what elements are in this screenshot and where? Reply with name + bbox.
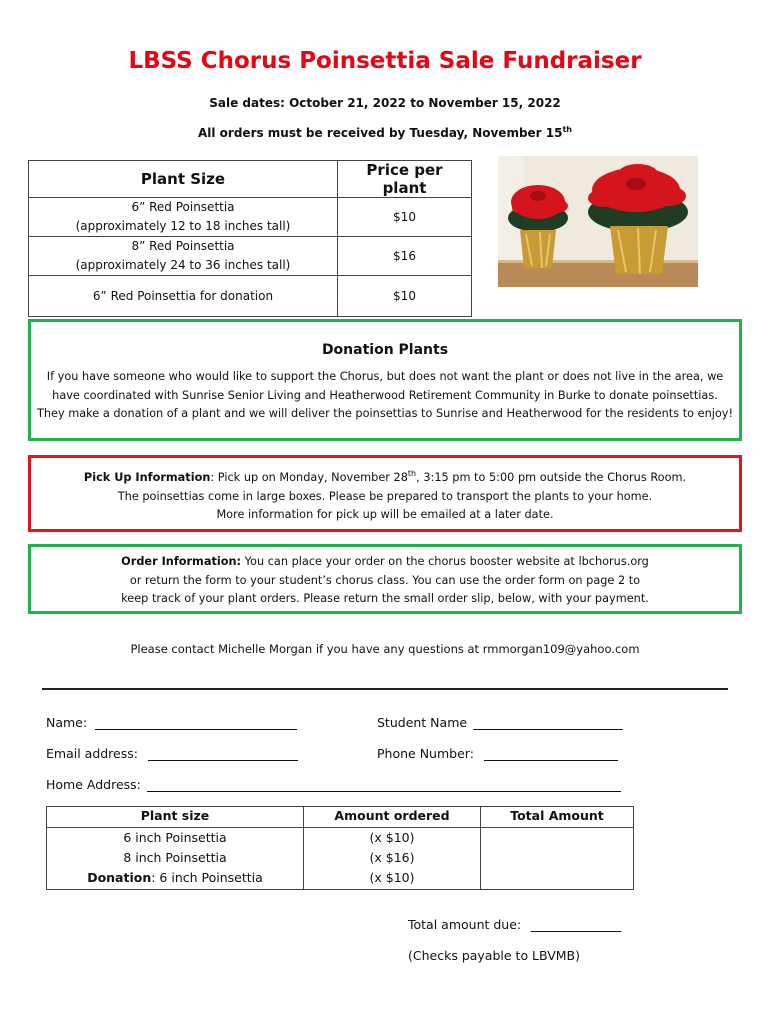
plant-size-cell	[29, 237, 338, 276]
plant-size-note: (approximately 24 to 36 inches tall)	[75, 258, 291, 272]
pickup-sup: th	[407, 469, 417, 479]
poinsettia-photo	[498, 156, 698, 287]
name-field	[46, 715, 297, 730]
order-table	[46, 806, 634, 890]
pickup-line: More information for pick up will be emailed at a later date.	[216, 508, 554, 521]
address-field	[46, 777, 621, 792]
price-cell: $16	[338, 237, 472, 276]
total-due-input-line[interactable]	[531, 917, 621, 932]
order-info-box	[28, 544, 742, 614]
order-table-header	[47, 807, 634, 828]
size-item: 8 inch Poinsettia	[123, 850, 227, 865]
donation-label: Donation	[87, 870, 152, 885]
phone-field	[377, 746, 618, 761]
email-label: Email address:	[46, 746, 138, 761]
price-table-header	[29, 161, 472, 198]
email-input-line[interactable]	[148, 746, 298, 761]
order-info-label: Order Information:	[121, 555, 242, 568]
pickup-box	[28, 455, 742, 532]
total-amount-col: Total Amount	[481, 807, 634, 828]
cut-line-divider	[42, 688, 728, 690]
order-table-row	[47, 828, 634, 890]
deadline-sup: th	[562, 125, 572, 134]
amount-ordered-col: Amount ordered	[304, 807, 481, 828]
donation-text: If you have someone who would like to support the Chorus, but does not want the plant or does not live in the area, we	[46, 370, 724, 383]
donation-size: : 6 inch Poinsettia	[151, 870, 263, 885]
sale-dates: Sale dates: October 21, 2022 to November 15, 2022	[209, 96, 561, 110]
size-item: 6 inch Poinsettia	[123, 830, 227, 845]
address-label: Home Address:	[46, 777, 141, 792]
donation-box	[28, 319, 742, 441]
order-info-text: You can place your order on the chorus booster website at lbchorus.org	[241, 555, 649, 568]
total-due-label: Total amount due:	[408, 917, 522, 932]
donation-text: have coordinated with Sunrise Senior Living and Heatherwood Retirement Community in Burke to donate poinsettias.	[52, 388, 718, 402]
address-input-line[interactable]	[147, 777, 621, 792]
amount-item: (x $16)	[369, 850, 415, 865]
checks-payable-note: (Checks payable to LBVMB)	[408, 948, 581, 963]
price-cell: $10	[338, 198, 472, 237]
phone-input-line[interactable]	[484, 746, 618, 761]
amount-list[interactable]	[304, 828, 481, 890]
donation-text: They make a donation of a plant and we will deliver the poinsettias to Sunrise and Heatherwood for the residents to enjoy!	[36, 407, 734, 420]
student-name-input-line[interactable]	[473, 715, 623, 730]
pickup-text: , 3:15 pm to 5:00 pm outside the Chorus Room.	[416, 471, 687, 484]
price-header: Price per plant	[338, 161, 472, 198]
page-title: LBSS Chorus Poinsettia Sale Fundraiser	[128, 48, 642, 74]
size-item	[48, 868, 302, 888]
contact-text: Please contact Michelle Morgan if you have any questions at rmmorgan109@yahoo.com	[130, 642, 640, 656]
plant-size-list	[47, 828, 304, 890]
student-name-field	[377, 715, 623, 730]
phone-label: Phone Number:	[377, 746, 474, 761]
amount-item: (x $10)	[369, 870, 415, 885]
plant-size-col: Plant size	[47, 807, 304, 828]
price-row	[29, 237, 472, 276]
plant-size-header: Plant Size	[29, 161, 338, 198]
pickup-line	[31, 469, 739, 488]
order-info-line: or return the form to your student’s chorus class. You can use the order form on page 2 to	[129, 573, 641, 587]
plant-size-cell	[29, 198, 338, 237]
email-field	[46, 746, 298, 761]
plant-size-note: (approximately 12 to 18 inches tall)	[75, 219, 291, 233]
deadline-text: All orders must be received by Tuesday, November 15	[197, 126, 563, 140]
pickup-line: The poinsettias come in large boxes. Please be prepared to transport the plants to your home.	[117, 489, 653, 503]
plant-size-line: 6” Red Poinsettia	[131, 200, 235, 214]
price-table	[28, 160, 472, 317]
plant-size-cell: 6” Red Poinsettia for donation	[29, 276, 338, 317]
price-row	[29, 198, 472, 237]
student-name-label: Student Name	[377, 715, 468, 730]
pickup-label: Pick Up Information	[83, 471, 211, 484]
amount-item: (x $10)	[369, 830, 415, 845]
price-row	[29, 276, 472, 317]
pickup-text: : Pick up on Monday, November 28	[210, 471, 408, 484]
order-deadline	[0, 126, 770, 140]
name-input-line[interactable]	[95, 715, 297, 730]
total-due-field	[408, 917, 621, 932]
price-cell: $10	[338, 276, 472, 317]
order-info-line	[31, 553, 739, 572]
name-label: Name:	[46, 715, 88, 730]
total-amount-cell[interactable]	[481, 828, 634, 890]
donation-title: Donation Plants	[321, 342, 449, 358]
order-info-line: keep track of your plant orders. Please return the small order slip, below, with your payment.	[121, 592, 649, 605]
plant-size-line: 8” Red Poinsettia	[131, 239, 235, 253]
